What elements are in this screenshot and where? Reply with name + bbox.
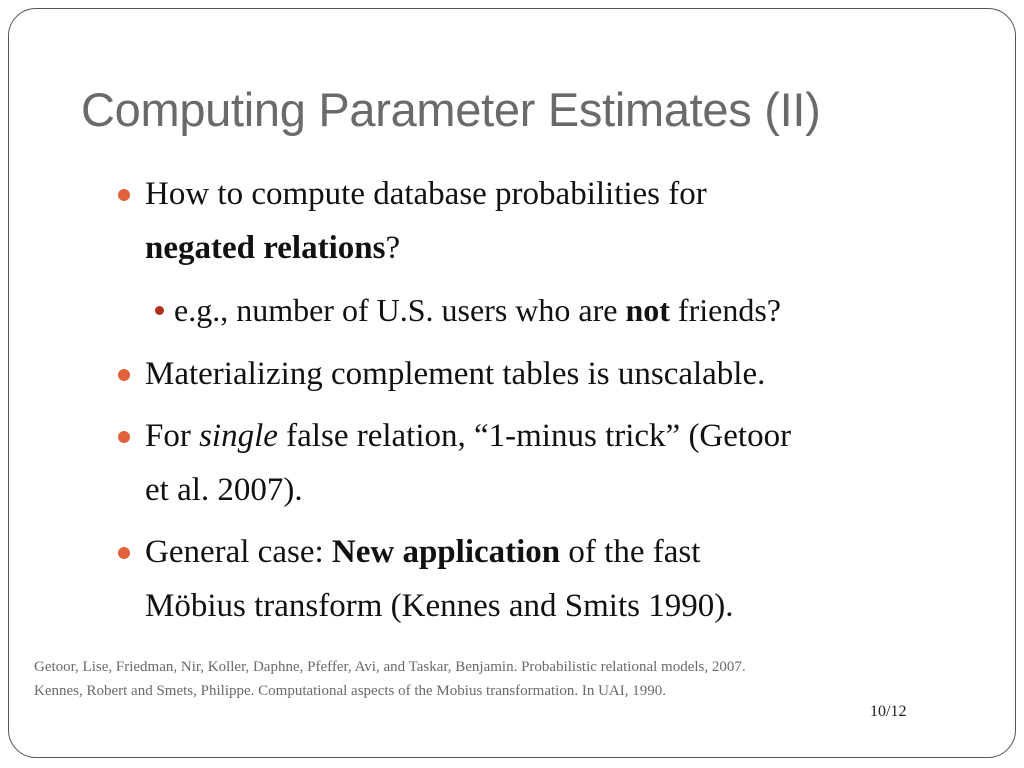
page-number: 10/12 bbox=[870, 703, 907, 720]
bullet-text: Materializing complement tables is unscalable. bbox=[145, 356, 766, 392]
references bbox=[34, 655, 746, 703]
sub-bullet-dot-icon bbox=[155, 306, 164, 315]
bold-phrase: negated relations bbox=[145, 230, 386, 266]
italic-word: single bbox=[199, 418, 278, 454]
bullet-single-false-relation bbox=[118, 409, 948, 517]
bullet-dot-icon bbox=[118, 189, 130, 201]
sub-bullet-example bbox=[155, 286, 975, 334]
slide-title: Computing Parameter Estimates (II) bbox=[81, 83, 821, 136]
bullet-prefix: For bbox=[145, 418, 200, 454]
bullet-line: How to compute database probabilities for bbox=[145, 176, 707, 212]
bold-phrase: New application bbox=[331, 534, 561, 570]
bullet-text bbox=[145, 167, 948, 275]
bold-word: not bbox=[625, 292, 670, 328]
bullet-dot-icon bbox=[118, 547, 130, 559]
bullet-text bbox=[145, 409, 948, 517]
bullet-middle: false relation, “1-minus trick” (Getoor bbox=[277, 418, 792, 454]
bullet-dot-icon bbox=[118, 369, 130, 381]
bullet-line-2: Möbius transform (Kennes and Smits 1990). bbox=[145, 588, 734, 624]
sub-bullet-suffix: friends? bbox=[669, 292, 781, 328]
reference-item: Getoor, Lise, Friedman, Nir, Koller, Daphne, Pfeffer, Avi, and Taskar, Benjamin. Probabilistic relational models, 2007. bbox=[34, 659, 746, 675]
bullet-complement-tables bbox=[118, 347, 948, 401]
bullet-suffix: of the fast bbox=[560, 534, 701, 570]
bullet-text bbox=[145, 525, 948, 633]
bullet-dot-icon bbox=[118, 431, 130, 443]
bullet-line-2: et al. 2007). bbox=[145, 472, 303, 508]
sub-bullet-prefix: e.g., number of U.S. users who are bbox=[174, 292, 626, 328]
bullet-negated-relations bbox=[118, 167, 948, 275]
bullet-prefix: General case: bbox=[145, 534, 332, 570]
bullet-suffix: ? bbox=[385, 230, 401, 266]
bullet-general-case bbox=[118, 525, 948, 633]
sub-bullet-text bbox=[174, 286, 975, 334]
reference-item: Kennes, Robert and Smets, Philippe. Computational aspects of the Mobius transformation. In UAI, 1990. bbox=[34, 683, 666, 699]
